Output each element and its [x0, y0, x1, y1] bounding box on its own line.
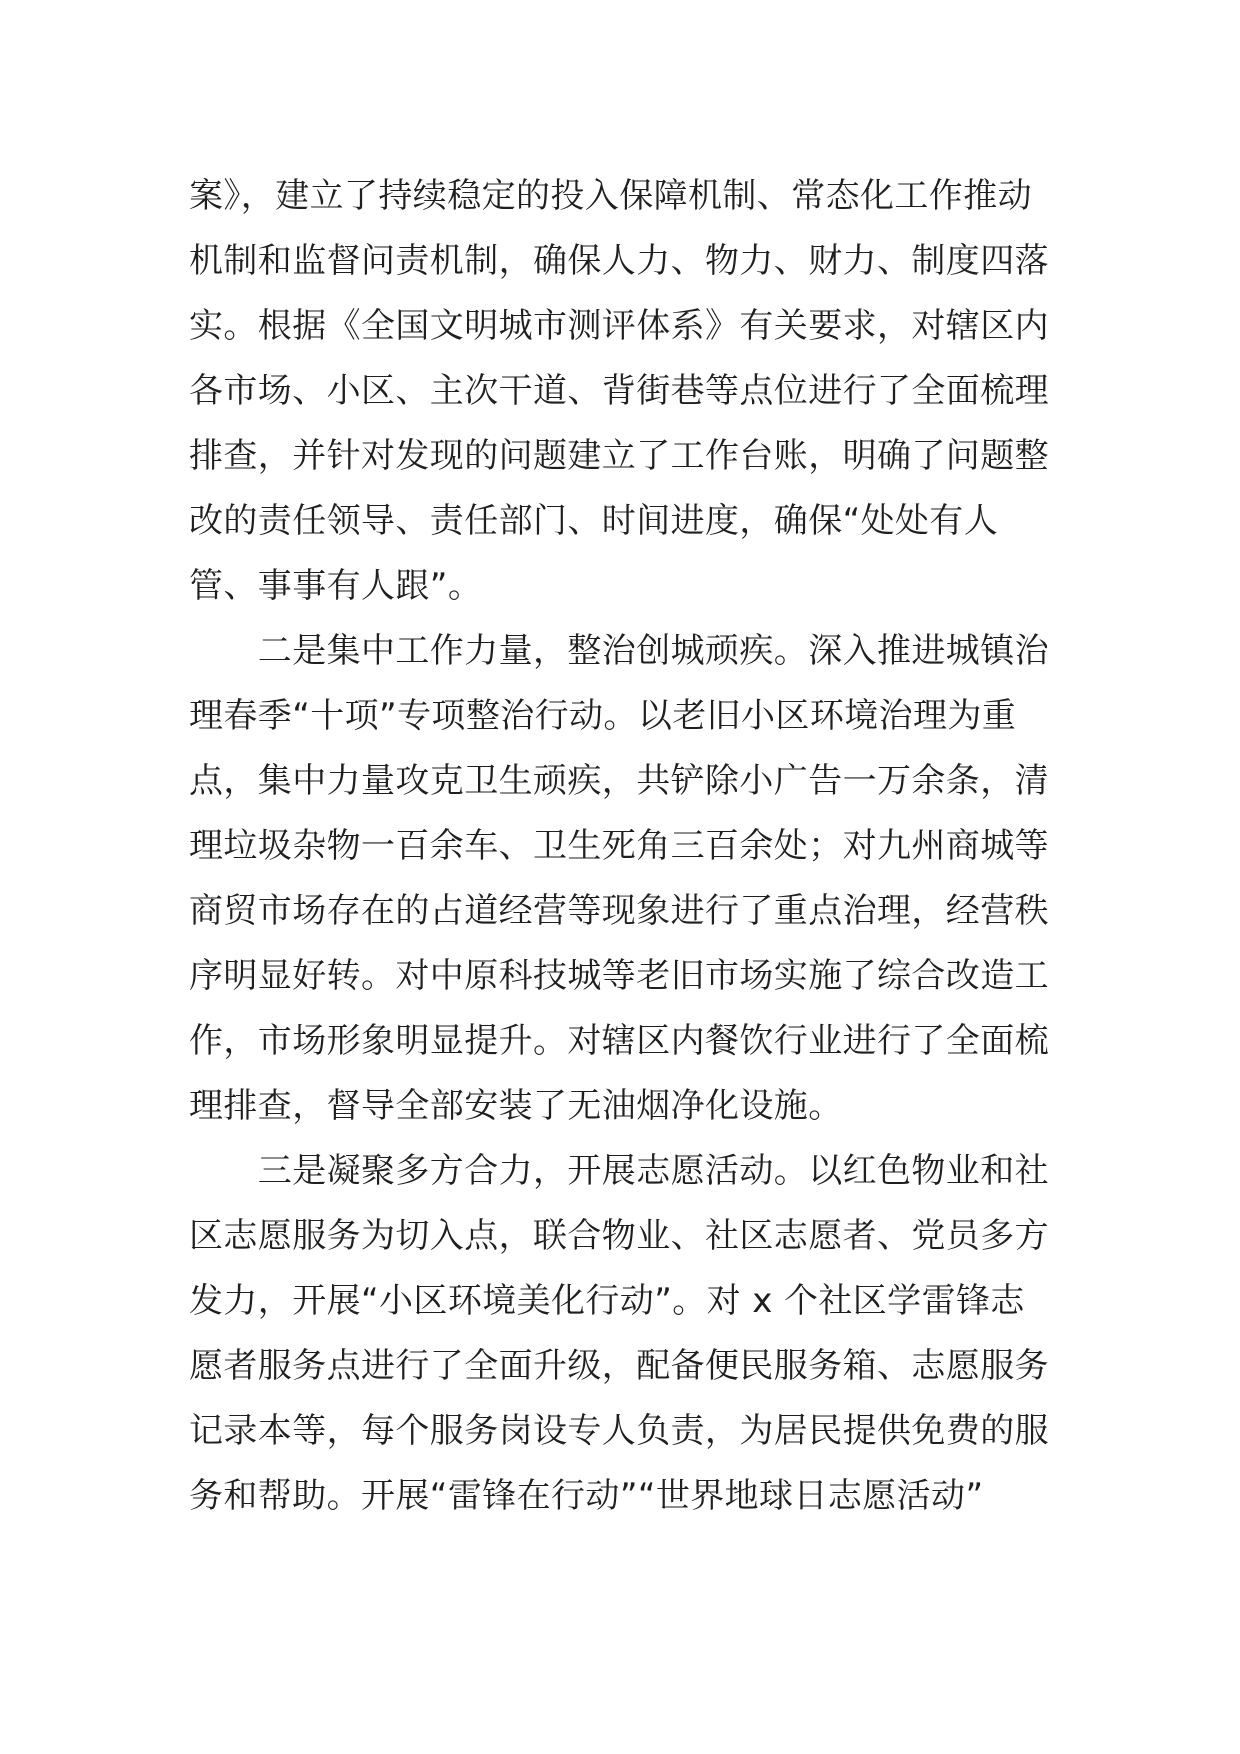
text-line: 记录本等，每个服务岗设专人负责，为居民提供免费的服	[189, 1411, 1049, 1451]
text-line: 理垃圾杂物一百余车、卫生死角三百余处；对九州商城等	[189, 826, 1049, 866]
text-line: 发力，开展“小区环境美化行动”。对 x 个社区学雷锋志	[189, 1281, 1025, 1321]
text-line: 区志愿服务为切入点，联合物业、社区志愿者、党员多方	[189, 1216, 1049, 1256]
text-line: 三是凝聚多方合力，开展志愿活动。以红色物业和社	[189, 1151, 1049, 1191]
text-line: 序明显好转。对中原科技城等老旧市场实施了综合改造工	[189, 956, 1049, 996]
text-line: 理排查，督导全部安装了无油烟净化设施。	[189, 1086, 843, 1126]
text-line: 理春季“十项”专项整治行动。以老旧小区环境治理为重	[189, 696, 1017, 736]
text-line: 管、事事有人跟”。	[189, 566, 483, 606]
text-line: 商贸市场存在的占道经营等现象进行了重点治理，经营秩	[189, 891, 1049, 931]
text-line: 二是集中工作力量，整治创城顽疾。深入推进城镇治	[189, 631, 1049, 671]
text-line: 作，市场形象明显提升。对辖区内餐饮行业进行了全面梳	[189, 1021, 1049, 1061]
text-line: 机制和监督问责机制，确保人力、物力、财力、制度四落	[189, 241, 1049, 281]
text-line: 务和帮助。开展“雷锋在行动”“世界地球日志愿活动”	[189, 1476, 984, 1516]
document-body	[189, 164, 1051, 1529]
paragraph-1	[189, 164, 1051, 619]
text-line: 各市场、小区、主次干道、背街巷等点位进行了全面梳理	[189, 371, 1049, 411]
text-line: 案》，建立了持续稳定的投入保障机制、常态化工作推动	[189, 176, 1032, 216]
paragraph-3	[189, 1139, 1051, 1529]
paragraph-2	[189, 619, 1051, 1139]
text-line: 改的责任领导、责任部门、时间进度，确保“处处有人	[189, 501, 999, 541]
text-line: 点，集中力量攻克卫生顽疾，共铲除小广告一万余条，清	[189, 761, 1049, 801]
text-line: 愿者服务点进行了全面升级，配备便民服务箱、志愿服务	[189, 1346, 1049, 1386]
text-line: 实。根据《全国文明城市测评体系》有关要求，对辖区内	[189, 306, 1049, 346]
text-line: 排查，并针对发现的问题建立了工作台账，明确了问题整	[189, 436, 1049, 476]
